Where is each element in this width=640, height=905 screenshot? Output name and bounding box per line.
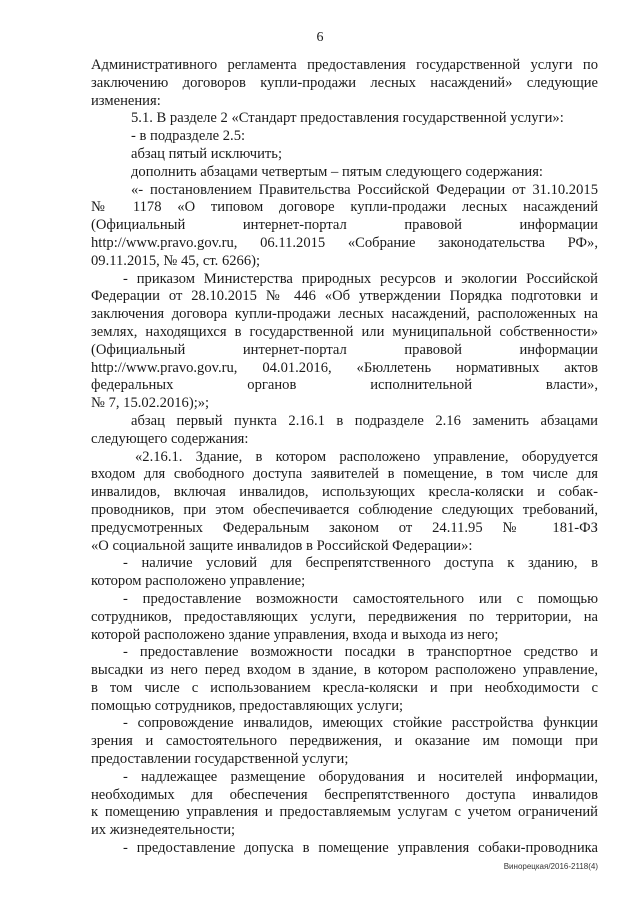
text-line: инвалидов, включая инвалидов, использующих кресла-коляски и собак- bbox=[91, 484, 598, 501]
text-line: http://www.pravo.gov.ru, 04.01.2016, «Бюллетень нормативных актов bbox=[91, 359, 598, 376]
text-line: помощью сотрудников, предоставляющих услуги; bbox=[91, 697, 404, 714]
text-line: предоставлении государственной услуги; bbox=[91, 751, 349, 768]
text-line: 5.1. В разделе 2 «Стандарт предоставления государственной услуги»: bbox=[131, 110, 564, 127]
text-line: «2.16.1. Здание, в котором расположено управление, оборудуется bbox=[135, 448, 598, 465]
text-line: - надлежащее размещение оборудования и носителей информации, bbox=[123, 768, 598, 785]
text-line: заключения договора купли-продажи лесных насаждений, расположенных на bbox=[91, 306, 598, 323]
text-line: (Официальный интернет-портал правовой информации bbox=[91, 217, 598, 234]
text-line: в том числе с использованием кресла-коляски и при необходимости с bbox=[91, 679, 598, 696]
text-line: федеральных органов исполнительной власти», bbox=[91, 377, 598, 394]
text-line: - сопровождение инвалидов, имеющих стойкие расстройства функции bbox=[123, 715, 598, 732]
text-line: «О социальной защите инвалидов в Российской Федерации»: bbox=[91, 537, 473, 554]
text-line: http://www.pravo.gov.ru, 06.11.2015 «Собрание законодательства РФ», bbox=[91, 234, 598, 251]
text-line: котором расположено управление; bbox=[91, 573, 306, 590]
text-line: Федерации от 28.10.2015 № 446 «Об утверждении Порядка подготовки и bbox=[91, 288, 598, 305]
text-line: высадки из него перед входом в здание, в котором расположено управление, bbox=[91, 662, 598, 679]
text-line: предусмотренных Федеральным законом от 24.11.95 № 181-ФЗ bbox=[91, 519, 598, 536]
text-line: абзац пятый исключить; bbox=[131, 145, 283, 162]
document-footer-code: Винорецкая/2016-2118(4) bbox=[503, 862, 598, 871]
page-number: 6 bbox=[316, 30, 324, 45]
text-line: к помещению управления и предоставляемым услугам с учетом ограничений bbox=[91, 804, 598, 821]
text-line: сотрудников, предоставляющих услуги, передвижения по территории, на bbox=[91, 608, 598, 625]
text-line: землях, находящихся в государственной или муниципальной собственности» bbox=[91, 323, 598, 340]
text-line: которой расположено здание управления, входа и выхода из него; bbox=[91, 626, 499, 643]
text-line: - в подразделе 2.5: bbox=[131, 128, 246, 145]
text-line: № 7, 15.02.2016);»; bbox=[91, 395, 210, 412]
document-body bbox=[91, 57, 598, 858]
text-line: зрения и самостоятельного передвижения, и оказание им помощи при bbox=[91, 733, 598, 750]
text-line: Административного регламента предоставления государственной услуги по bbox=[91, 57, 598, 73]
text-line: проводников, при этом обеспечивается соблюдение следующих требований, bbox=[91, 501, 598, 518]
text-line: входом для свободного доступа заявителей в помещение, в том числе для bbox=[91, 466, 598, 483]
text-line: абзац первый пункта 2.16.1 в подразделе 2.16 заменить абзацами bbox=[131, 412, 598, 429]
text-line: необходимых для обеспечения беспрепятственного доступа инвалидов bbox=[91, 786, 598, 803]
text-line: - предоставление допуска в помещение управления собаки-проводника bbox=[123, 840, 598, 857]
text-line: (Официальный интернет-портал правовой информации bbox=[91, 341, 598, 358]
text-line: их жизнедеятельности; bbox=[91, 822, 236, 839]
text-line: «- постановлением Правительства Российской Федерации от 31.10.2015 bbox=[131, 181, 598, 198]
text-line: - предоставление возможности самостоятельного или с помощью bbox=[123, 590, 598, 607]
text-line: следующего содержания: bbox=[91, 430, 249, 447]
text-line: 09.11.2015, № 45, ст. 6266); bbox=[91, 252, 261, 269]
text-line: № 1178 «О типовом договоре купли-продажи лесных насаждений bbox=[91, 199, 598, 216]
text-line: - наличие условий для беспрепятственного доступа к зданию, в bbox=[123, 555, 598, 572]
text-line: изменения: bbox=[91, 92, 161, 109]
text-line: заключению договоров купли-продажи лесных насаждений» следующие bbox=[91, 74, 598, 91]
text-line: - предоставление возможности посадки в транспортное средство и bbox=[123, 644, 598, 661]
text-line: дополнить абзацами четвертым – пятым следующего содержания: bbox=[131, 163, 543, 180]
text-line: - приказом Министерства природных ресурсов и экологии Российской bbox=[123, 270, 598, 287]
